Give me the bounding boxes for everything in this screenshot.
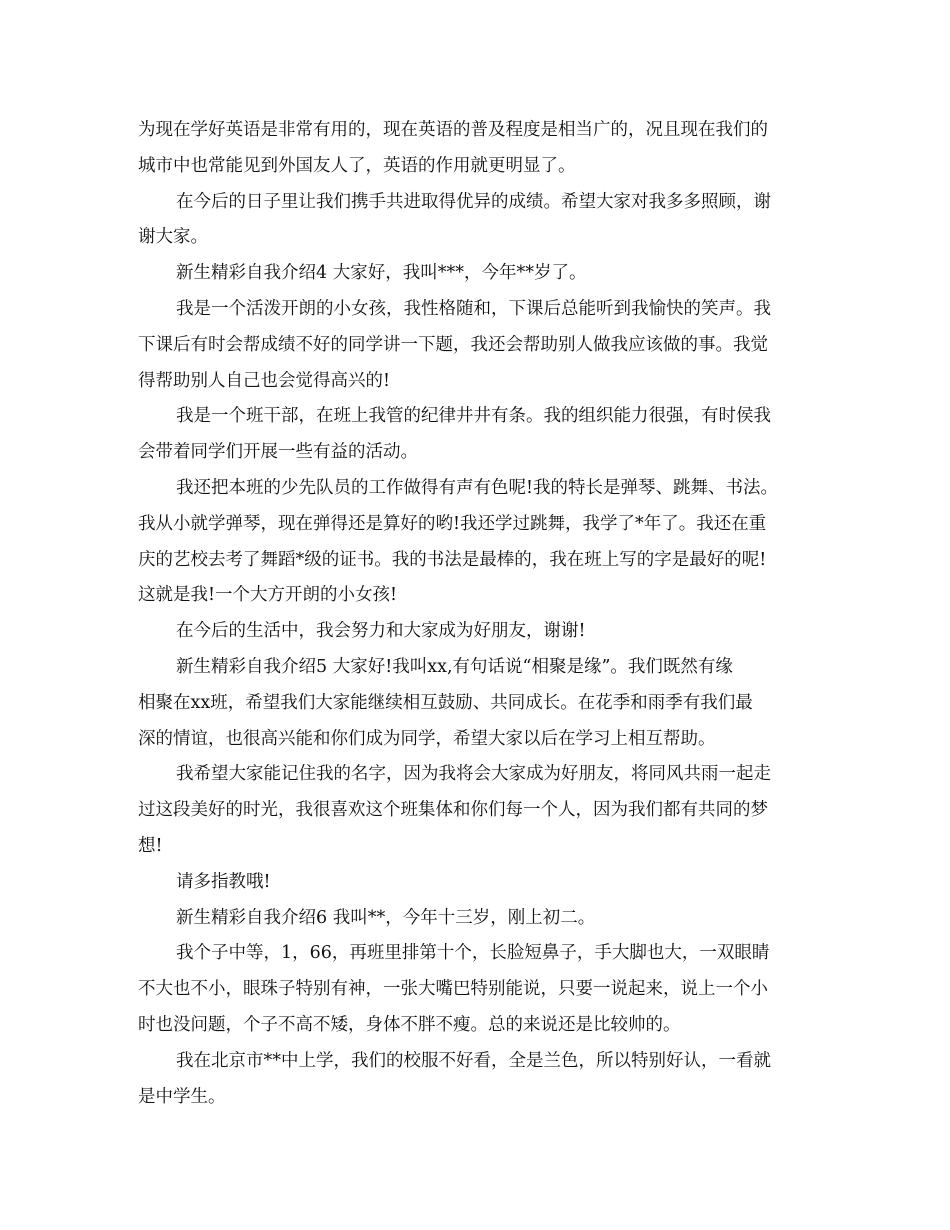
text-line: 在今后的生活中，我会努力和大家成为好朋友，谢谢! [176, 621, 586, 642]
text-line: 想! [138, 835, 163, 856]
text-line: 谢大家。 [138, 227, 208, 248]
text-line: 是中学生。 [138, 1086, 226, 1107]
section-heading: 新生精彩自我介绍5 大家好!我叫xx,有句话说“相聚是缘”。我们既然有缘 [176, 656, 733, 677]
text-line: 我希望大家能记住我的名字，因为我将会大家成为好朋友，将同风共雨一起走 [176, 764, 771, 785]
text-line: 我还把本班的少先队员的工作做得有声有色呢!我的特长是弹琴、跳舞、书法。 [176, 477, 779, 498]
section-heading: 新生精彩自我介绍6 我叫**，今年十三岁，刚上初二。 [176, 907, 596, 928]
text-line: 我是一个活泼开朗的小女孩，我性格随和，下课后总能听到我愉快的笑声。我 [176, 298, 771, 319]
text-line: 会带着同学们开展一些有益的活动。 [138, 442, 418, 463]
text-line: 下课后有时会帮成绩不好的同学讲一下题，我还会帮助别人做我应该做的事。我觉 [138, 334, 768, 355]
text-line: 在今后的日子里让我们携手共进取得优异的成绩。希望大家对我多多照顾，谢 [176, 191, 771, 212]
text-line: 我在北京市**中上学，我们的校服不好看，全是兰色，所以特别好认，一看就 [176, 1050, 771, 1071]
text-line: 相聚在xx班，希望我们大家能继续相互鼓励、共同成长。在花季和雨季有我们最 [138, 692, 753, 713]
text-line: 我从小就学弹琴，现在弹得还是算好的哟!我还学过跳舞，我学了*年了。我还在重 [138, 513, 767, 534]
section-heading: 新生精彩自我介绍4 大家好，我叫***，今年**岁了。 [176, 263, 587, 284]
text-line: 请多指教哦! [176, 871, 271, 892]
text-line: 不大也不小，眼珠子特别有神，一张大嘴巴特别能说，只要一说起来，说上一个小 [138, 979, 768, 1000]
text-line: 庆的艺校去考了舞蹈*级的证书。我的书法是最棒的，我在班上写的字是最好的呢! [138, 549, 767, 570]
text-line: 这就是我!一个大方开朗的小女孩! [138, 585, 398, 606]
text-line: 我个子中等，1，66，再班里排第十个，长脸短鼻子，手大脚也大，一双眼睛 [176, 943, 770, 964]
text-line: 时也没问题，个子不高不矮，身体不胖不瘦。总的来说还是比较帅的。 [138, 1014, 681, 1035]
text-line: 过这段美好的时光，我很喜欢这个班集体和你们每一个人，因为我们都有共同的梦 [138, 800, 768, 821]
text-line: 深的情谊，也很高兴能和你们成为同学，希望大家以后在学习上相互帮助。 [138, 728, 716, 749]
text-line: 我是一个班干部，在班上我管的纪律井井有条。我的组织能力很强，有时侯我 [176, 406, 771, 427]
text-line: 得帮助别人自己也会觉得高兴的! [138, 370, 391, 391]
document-body [138, 113, 818, 1115]
text-line: 为现在学好英语是非常有用的，现在英语的普及程度是相当广的，况且现在我们的 [138, 120, 768, 140]
text-line: 城市中也常能见到外国友人了，英语的作用就更明显了。 [138, 155, 576, 176]
